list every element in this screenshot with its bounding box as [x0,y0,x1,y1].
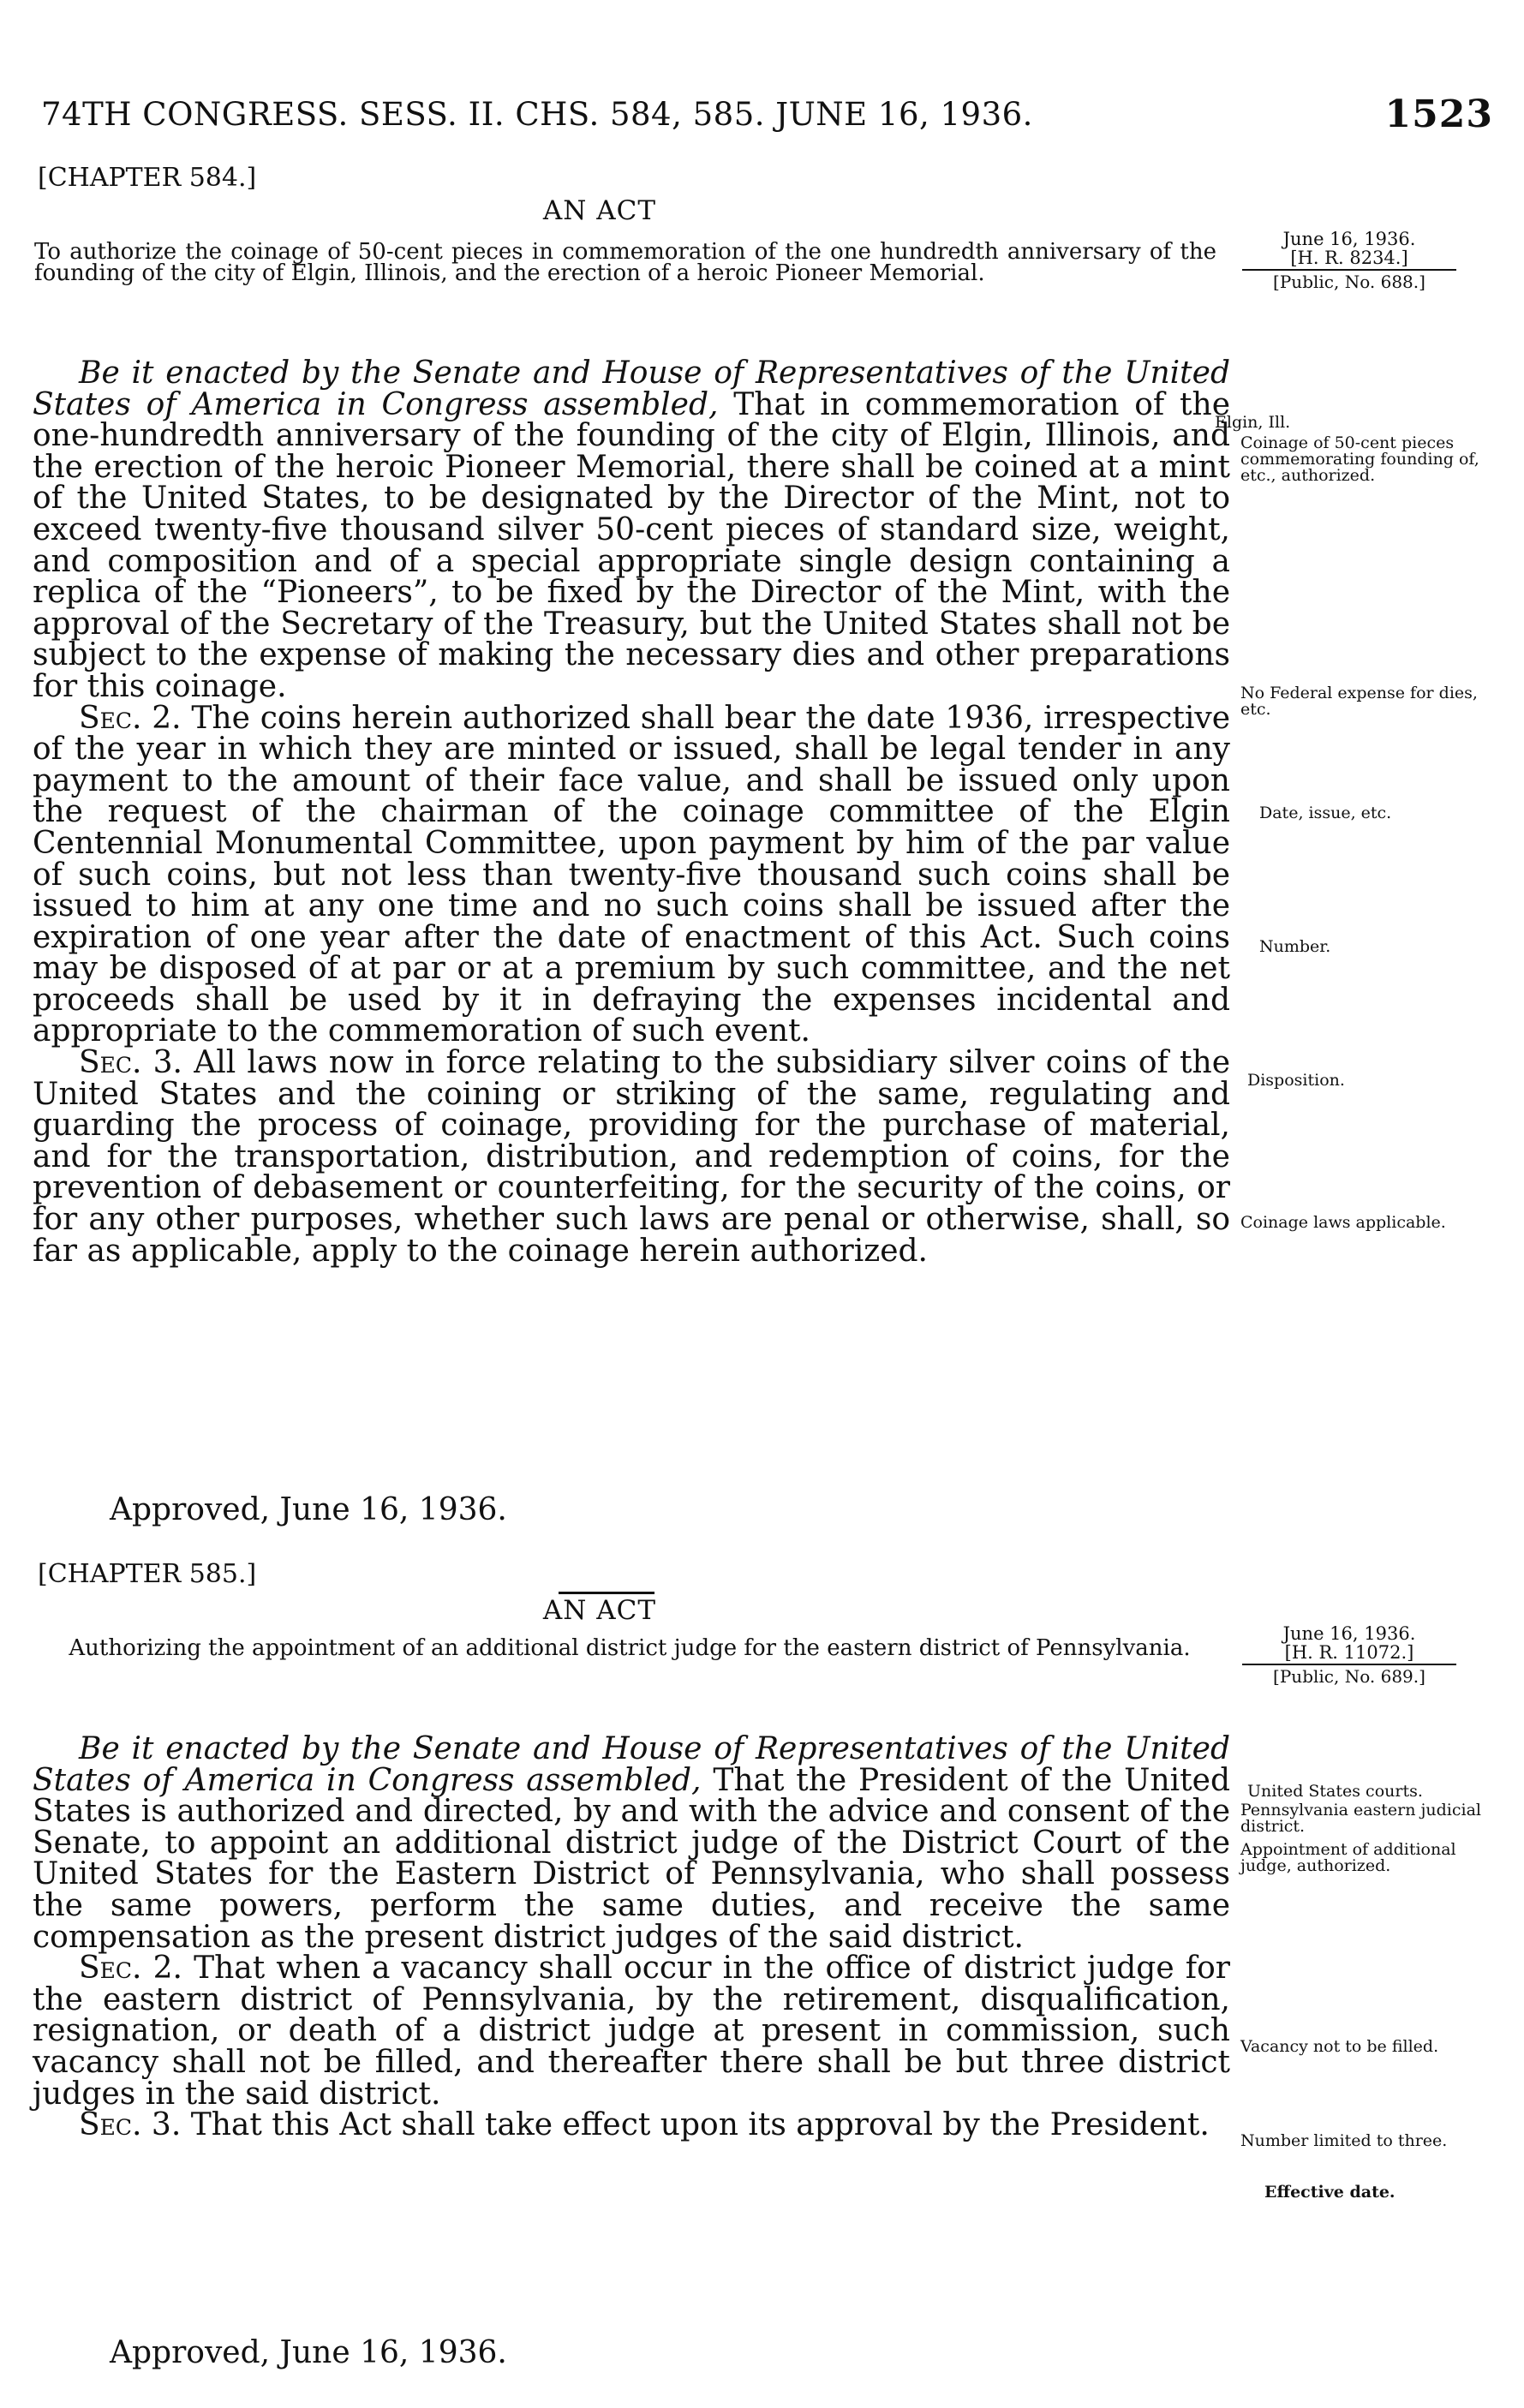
chapter-585-approved: Approved, June 16, 1936. [110,2335,507,2370]
chapter-585-section-1-text: That the President of the United States is authorized and directed, by and with the advice and consent of the Senate, to appoint an additional district judge of the District Court of the United States for the Eastern District of Pennsylvania, who shall possess the same powers, perform the same duties, and receive the same compensation as the present district judges of the said district. [33,1762,1230,1955]
chapter-585-section-2-text: That when a vacancy shall occur in the office of district judge for the eastern district of Pennsylvania, by the retirement, disqualification, resignation, or death of a district judge at present in commission, such vacancy shall not be filled, and thereafter there shall be but three district judges in the said district. [33,1951,1230,2112]
chapter-585-section-2-label: Sec. 2. [79,1951,182,1987]
chapter-584-an-act: AN ACT [542,195,657,226]
chapter-584-section-2-text: The coins herein authorized shall bear the date 1936, irrespective of the year in which they are minted or issued, shall be legal tender in any payment to the amount of their face value, and shall be issued only upon the request of the chairman of the coinage committee of the Elgin Centennial Monumental Committee, upon payment by him of the par value of such coins, but not less than twenty-five thousand such coins shall be issued to him at any one time and no such coins shall be issued after the expiration of one year after the date of enactment of this Act. Such coins may be disposed of at par or at a premium by such committee, and the net proceeds shall be used by it in defraying the expenses incidental and appropriate to the commemoration of such event. [33,700,1230,1049]
running-header: 74TH CONGRESS. SESS. II. CHS. 584, 585. JUNE 16, 1936. [41,96,1033,133]
margin-note-number-limited: Number limited to three. [1240,2131,1448,2150]
chapter-584-body [33,358,1230,1267]
margin-note-date-issue: Date, issue, etc. [1259,804,1392,822]
page-number: 1523 [1384,93,1493,136]
margin-note-disposition: Disposition. [1247,1071,1345,1090]
chapter-584-heading: [CHAPTER 584.] [38,163,257,193]
margin-note-no-federal: No Federal expense for dies, etc. [1240,684,1478,719]
chapter-584-date: June 16, 1936. [1282,229,1416,249]
chapter-585-date-block [1242,1624,1456,1686]
chapter-584-approved: Approved, June 16, 1936. [110,1492,507,1527]
chapter-585-section-2 [33,1953,1230,2110]
margin-note-coinage-laws: Coinage laws applicable. [1240,1213,1446,1232]
chapter-585-enacting-clause: Be it enacted by the Senate and House of Representatives of the United States of America in Congress assembled, [33,1731,1230,1798]
margin-note-effective-date: Effective date. [1264,2183,1396,2202]
margin-note-courts: United States courts. [1247,1782,1423,1801]
chapter-585-bill-number: [H. R. 11072.] [1284,1642,1414,1663]
chapter-584-section-3-text: All laws now in force relating to the subsidiary silver coins of the United States and the coining or striking of the same, regulating and guarding the process of coinage, providing for the purchase of material, and for the transportation, distribution, and redemption of coins, for the prevention of debasement or counterfeiting, for the security of the coins, or for any other purposes, whether such laws are penal or otherwise, shall, so far as applicable, apply to the coinage herein authorized. [33,1045,1230,1269]
margin-note-elgin: Elgin, Ill. [1215,413,1291,432]
chapter-585-body [33,1731,1230,2143]
chapter-584-date-block [1242,230,1456,291]
chapter-584-bill-number: [H. R. 8234.] [1290,248,1408,268]
chapter-585-an-act: AN ACT [542,1595,657,1626]
chapter-584-title: To authorize the coinage of 50-cent pieces in commemoration of the one hundredth anniversary of the founding of the city of Elgin, Illinois, and the erection of a heroic Pioneer Memorial. [34,239,1216,286]
margin-note-pa-eastern: Pennsylvania eastern judicial district. [1240,1801,1482,1836]
chapter-585-section-3-label: Sec. 3. [79,2107,182,2143]
chapter-584-section-3-label: Sec. 3. [79,1045,183,1081]
chapter-585-section-3-text: That this Act shall take effect upon its approval by the President. [190,2107,1210,2143]
chapter-584-section-3 [33,1045,1230,1269]
margin-note-vacancy: Vacancy not to be filled. [1240,2037,1439,2056]
chapter-divider [559,1592,654,1594]
chapter-584-section-2 [33,700,1230,1049]
chapter-584-section-2-label: Sec. 2. [79,700,182,736]
chapter-585-title: Authorizing the appointment of an additional district judge for the eastern district of Pennsylvania. [69,1635,1191,1661]
margin-note-coinage: Coinage of 50-cent pieces commemorating founding of, etc., authorized. [1240,433,1479,485]
chapter-585-heading: [CHAPTER 585.] [38,1559,257,1589]
chapter-584-section-1-text: That in commemoration of the one-hundredth anniversary of the founding of the city of Elgin, Illinois, and the erection of the heroic Pioneer Memorial, there shall be coined at a mint of the United States, to be designated by the Director of the Mint, not to exceed twenty-five thousand silver 50-cent pieces of standard size, weight, and composition and of a special appropriate single design containing a replica of the “Pioneers”, to be fixed by the Director of the Mint, with the approval of the Secretary of the Treasury, but the United States shall not be subject to the expense of making the necessary dies and other preparations for this coinage. [33,386,1230,704]
margin-note-appointment: Appointment of additional judge, authorized. [1240,1840,1456,1875]
chapter-584-public-number: [Public, No. 688.] [1242,269,1456,291]
chapter-585-public-number: [Public, No. 689.] [1242,1664,1456,1686]
chapter-584-section-1 [33,358,1230,703]
chapter-585-section-1 [33,1731,1230,1955]
margin-note-number: Number. [1259,937,1331,956]
chapter-584-enacting-clause: Be it enacted by the Senate and House of Representatives of the United States of America in Congress assembled, [33,356,1230,422]
chapter-585-date: June 16, 1936. [1282,1623,1416,1644]
chapter-585-section-3 [33,2107,1230,2143]
